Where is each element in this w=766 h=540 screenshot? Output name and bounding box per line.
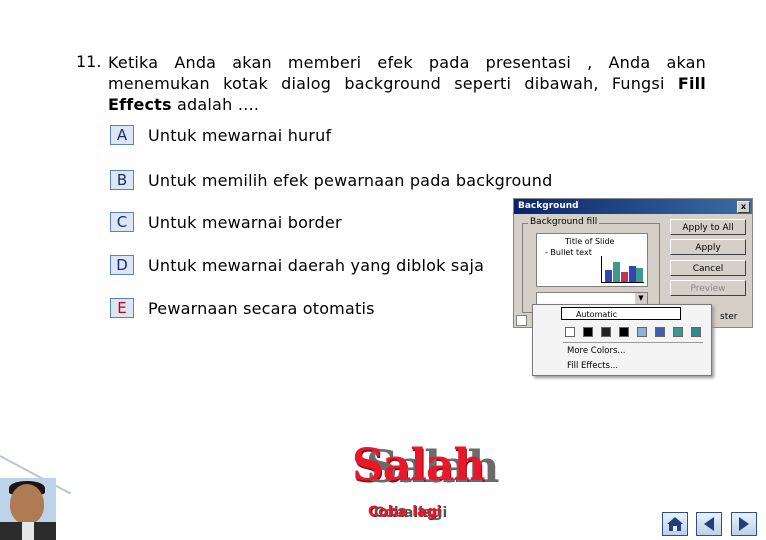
question-number: 11. — [76, 52, 102, 71]
previous-button[interactable] — [696, 512, 722, 536]
color-dropdown-image — [532, 304, 712, 376]
option-c-text[interactable]: Untuk mewarnai border — [148, 212, 342, 232]
fill-effects-item: Fill Effects... — [567, 361, 619, 371]
retry-link[interactable]: Coba lagi — [368, 504, 442, 520]
option-b[interactable] — [110, 169, 552, 191]
apply-to-all-button: Apply to All — [670, 219, 746, 235]
dialog-title-bar — [514, 199, 752, 214]
question-text — [108, 52, 706, 115]
option-e[interactable] — [110, 297, 375, 319]
avatar — [0, 478, 56, 540]
home-icon — [666, 516, 684, 532]
option-b-button[interactable]: B — [110, 170, 134, 190]
swatch-blue — [655, 327, 665, 337]
automatic-option: Automatic — [561, 307, 681, 320]
checkbox-icon — [516, 315, 527, 326]
option-a-text[interactable]: Untuk mewarnai huruf — [148, 125, 332, 145]
option-d[interactable] — [110, 254, 484, 276]
option-c-button[interactable]: C — [110, 212, 134, 232]
partial-label: ster — [720, 312, 738, 322]
preview-chart-icon — [601, 256, 644, 283]
option-a[interactable] — [110, 124, 331, 146]
preview-title: Title of Slide — [565, 237, 615, 246]
swatch-light-blue — [637, 327, 647, 337]
option-a-button[interactable]: A — [110, 125, 134, 145]
home-button[interactable] — [662, 512, 688, 536]
dropdown-separator — [563, 342, 703, 343]
option-e-button[interactable]: E — [110, 298, 134, 318]
cancel-button: Cancel — [670, 260, 746, 276]
swatch-black-2 — [619, 327, 629, 337]
preview-button: Preview — [670, 280, 746, 296]
next-button[interactable] — [731, 512, 757, 536]
slide-preview — [536, 233, 648, 287]
swatch-white — [565, 327, 575, 337]
swatch-teal — [673, 327, 683, 337]
swatch-black — [583, 327, 593, 337]
chevron-down-icon: ▼ — [635, 293, 647, 304]
option-c[interactable] — [110, 211, 342, 233]
option-b-text[interactable]: Untuk memilih efek pewarnaan pada background — [148, 170, 553, 190]
preview-bullet: - Bullet text — [545, 248, 592, 257]
option-d-text[interactable]: Untuk mewarnai daerah yang diblok saja — [148, 255, 485, 275]
question-text-after: adalah …. — [171, 95, 260, 114]
option-d-button[interactable]: D — [110, 255, 134, 275]
result-text: Salah — [352, 440, 485, 491]
background-fill-label: Background fill — [530, 217, 598, 227]
dialog-title: Background — [518, 201, 579, 211]
question-bold-term: Fill Effects — [108, 74, 706, 114]
apply-button: Apply — [670, 239, 746, 255]
triangle-right-icon — [737, 516, 751, 532]
close-icon: x — [737, 201, 750, 213]
swatch-dark-teal — [691, 327, 701, 337]
triangle-left-icon — [702, 516, 716, 532]
swatch-dark — [601, 327, 611, 337]
question-text-before: Ketika Anda akan memberi efek pada presentasi , Anda akan menemukan kotak dialog background seperti dibawah, Fungsi — [108, 53, 706, 93]
option-e-text[interactable]: Pewarnaan secara otomatis — [148, 298, 375, 318]
more-colors-item: More Colors... — [567, 346, 626, 356]
